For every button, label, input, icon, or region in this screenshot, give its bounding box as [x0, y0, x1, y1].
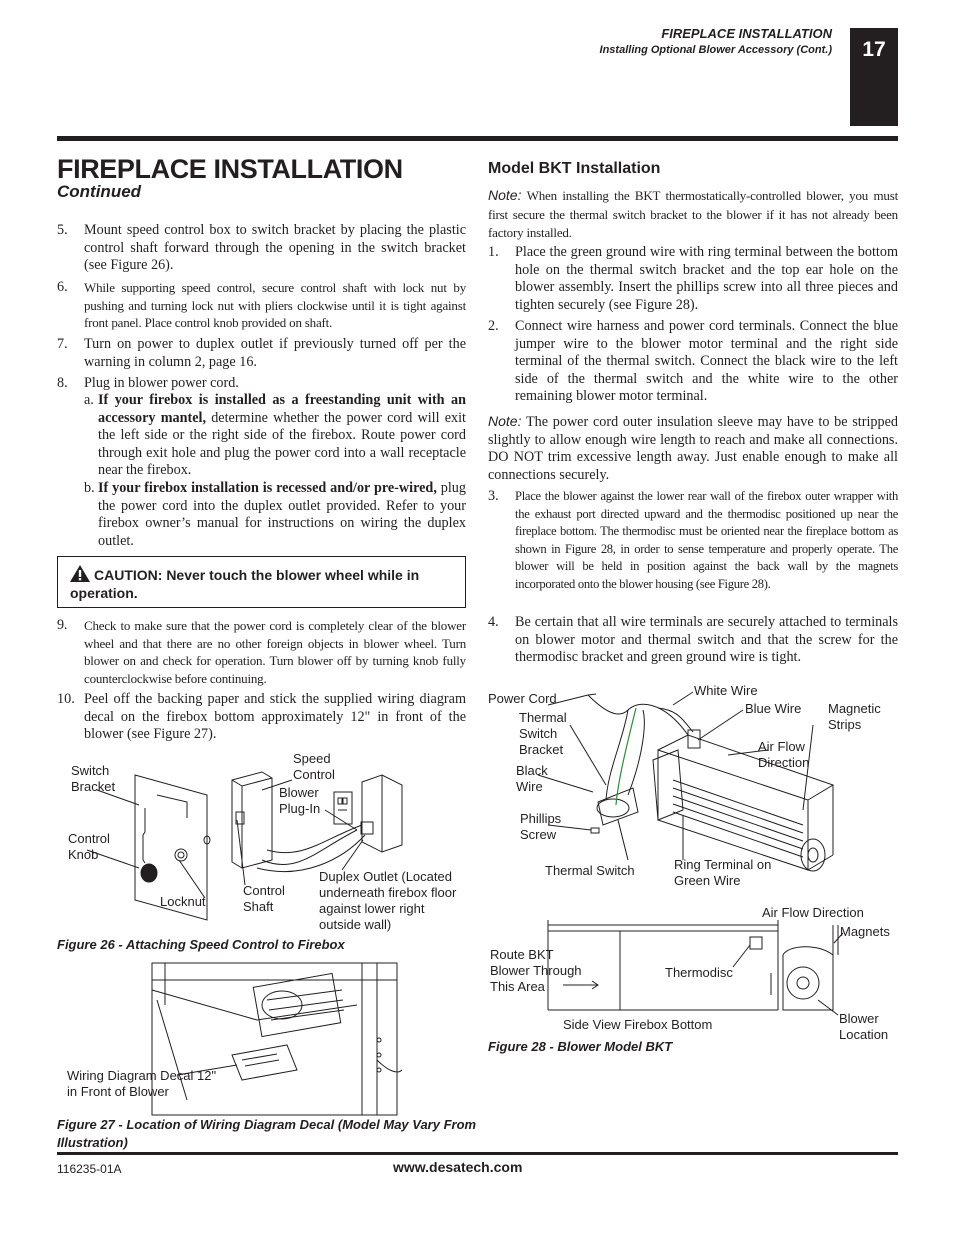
- fig26-label-control-knob: [68, 831, 118, 863]
- label-text: Air Flow Direction: [758, 739, 810, 770]
- fig26-label-switch-bracket: [71, 763, 131, 795]
- step-number: 2.: [488, 318, 499, 334]
- fig27-label-decal: [67, 1068, 217, 1100]
- label-text: Duplex Outlet (Located underneath firebox floor against lower right outside wall): [319, 869, 457, 932]
- step-text: Connect wire harness and power cord terminals. Connect the blue jumper wire to the blower motor terminal and the right side terminal of the thermal switch. Connect the black wire to the left side of the thermal switch and the white wire to the other remaining blower motor terminal.: [515, 318, 898, 404]
- step-text: Place the green ground wire with ring terminal between the bottom hole on the thermal switch bracket and the top ear hole on the blower assembly. Insert the phillips screw into all three pieces and tighten securely (see Figure 28).: [515, 244, 898, 313]
- fig26-label-locknut: Locknut: [160, 894, 206, 909]
- fig28-label-power-cord: Power Cord: [488, 691, 557, 706]
- label-text: Wiring Diagram Decal 12" in Front of Blower: [67, 1068, 217, 1099]
- figure-27-caption: Figure 27 - Location of Wiring Diagram Decal (Model May Vary From Illustration): [57, 1117, 477, 1150]
- label-text: Route BKT Blower Through This Area: [490, 947, 582, 994]
- note-text: When installing the BKT thermostatically-controlled blower, you must first secure the thermal switch bracket to the blower if it has not already been factory installed.: [488, 188, 898, 240]
- fig28-label-phillips-screw: [520, 811, 570, 843]
- fig26-label-duplex-outlet: [319, 869, 469, 933]
- step-number: 9.: [57, 617, 68, 633]
- step-5: [57, 222, 466, 275]
- section-title: FIREPLACE INSTALLATION: [57, 154, 403, 184]
- running-header-subtitle: Installing Optional Blower Accessory (Cont.): [599, 44, 832, 56]
- fig28-label-route-bkt: [490, 947, 595, 995]
- step-number: 10.: [57, 691, 75, 707]
- bottom-rule: [57, 1152, 898, 1155]
- label-text: Magnetic Strips: [828, 701, 881, 732]
- label-text: Blower Plug-In: [279, 785, 321, 816]
- sub-letter: a.: [84, 392, 94, 408]
- step-number: 5.: [57, 222, 68, 238]
- sub-text: plug the power cord into the duplex outlet provided. Refer to your firebox owner’s manual for instructions on wiring the duplex outlet.: [98, 480, 466, 549]
- website-url: www.desatech.com: [393, 1159, 523, 1175]
- fig28-label-air-flow-direction: Air Flow Direction: [762, 905, 864, 920]
- step-number: 3.: [488, 488, 499, 504]
- fig28-label-thermal-switch-bracket: [519, 710, 574, 758]
- step-9: [57, 617, 466, 687]
- fig26-label-blower-plug-in: [279, 785, 329, 817]
- note-2: [488, 413, 898, 484]
- step-number: 4.: [488, 614, 499, 630]
- label-text: Ring Terminal on Green Wire: [674, 857, 772, 888]
- step-text: Place the blower against the lower rear wall of the firebox outer wrapper with the exhaust port directed upward and the thermodisc positioned up near the fireplace bottom. The thermodisc must be oriented near the fireplace bottom as shown in Figure 28, in order to sense temperature and properly operate. The blower will be held in position against the back wall by the magnets incorporated onto the blower housing (see Figure 28).: [515, 489, 898, 591]
- note-label: Note:: [488, 187, 522, 203]
- fig28-label-ring-terminal: [674, 857, 774, 889]
- figure-26-caption: Figure 26 - Attaching Speed Control to Firebox: [57, 937, 345, 952]
- step-8a: [84, 392, 466, 480]
- label-text: Control Knob: [68, 831, 110, 862]
- label-text: Black Wire: [516, 763, 548, 794]
- page-number: 17: [862, 38, 886, 61]
- note-label: Note:: [488, 413, 522, 429]
- label-text: Blower Location: [839, 1011, 889, 1042]
- step-10: [57, 691, 466, 744]
- document-code: 116235-01A: [57, 1162, 122, 1176]
- step-number: 6.: [57, 279, 68, 295]
- fig28-label-blower-location: [839, 1011, 899, 1043]
- step-number: 1.: [488, 244, 499, 260]
- label-text: Control Shaft: [243, 883, 285, 914]
- caution-box: [57, 556, 466, 608]
- sub-bold: If your firebox is installed as a freestanding unit with an accessory mantel,: [98, 392, 466, 426]
- step-text: Turn on power to duplex outlet if previously turned off per the warning in column 2, page 16.: [84, 336, 466, 370]
- step-7: [57, 336, 466, 371]
- step-text: While supporting speed control, secure control shaft with lock nut by pushing and turning lock nut with pliers clockwise until it is tight against front panel. Place control knob provided on shaft.: [84, 280, 466, 330]
- fig28-label-thermal-switch: Thermal Switch: [545, 863, 635, 878]
- fig28-label-blue-wire: Blue Wire: [745, 701, 802, 716]
- bkt-step-1: [488, 244, 898, 314]
- section-continued: Continued: [57, 182, 142, 201]
- fig28-label-magnets: Magnets: [840, 924, 890, 939]
- label-text: Switch Bracket: [71, 763, 116, 794]
- label-text: Speed Control: [293, 751, 335, 782]
- bkt-step-3: [488, 488, 898, 593]
- fig28-label-air-flow-direction-top: [758, 739, 818, 771]
- sub-text: determine whether the power cord will exit the left side or the right side of the firebox. Route power cord through exit hole and plug the power cord into a wall receptacle near the firebox.: [98, 409, 467, 478]
- step-text: Plug in blower power cord.: [84, 375, 239, 391]
- note-1: [488, 187, 898, 243]
- sub-letter: b.: [84, 480, 95, 496]
- note-text: The power cord outer insulation sleeve may have to be stripped slightly to allow enough wire length to reach and make all connections. DO NOT trim excessive length away. Just enable enough to make all connections securely.: [488, 414, 898, 483]
- warning-triangle-icon: [70, 565, 90, 582]
- step-8b: [84, 480, 466, 550]
- fig28-label-black-wire: [516, 763, 556, 795]
- fig28-label-magnetic-strips: [828, 701, 890, 733]
- step-6: [57, 279, 466, 332]
- step-text: Mount speed control box to switch bracket by placing the plastic control shaft forward through the opening in the switch bracket (see Figure 26).: [84, 222, 466, 273]
- step-text: Be certain that all wire terminals are securely attached to terminals on blower motor and thermal switch and that the screw for the thermodisc bracket and green ground wire is tight.: [515, 614, 898, 665]
- step-8: [57, 375, 466, 393]
- fig28-label-side-view: Side View Firebox Bottom: [563, 1017, 713, 1032]
- label-text: Thermal Switch Bracket: [519, 710, 567, 757]
- fig26-label-control-shaft: [243, 883, 293, 915]
- fig28-label-thermodisc: Thermodisc: [665, 965, 733, 980]
- fig28-label-white-wire: White Wire: [694, 683, 758, 698]
- step-number: 7.: [57, 336, 68, 352]
- step-number: 8.: [57, 375, 68, 391]
- label-text: Phillips Screw: [520, 811, 562, 842]
- running-header-title: FIREPLACE INSTALLATION: [661, 26, 832, 41]
- sub-bold: If your firebox installation is recessed and/or pre-wired,: [98, 480, 437, 496]
- top-rule: [57, 136, 898, 141]
- step-text: Check to make sure that the power cord is completely clear of the blower wheel and that there are no other foreign objects in blower wheel. Turn blower on and check for operation. Turn blower off by turning knob fully counterclockwise before continuing.: [84, 618, 466, 686]
- bkt-step-4: [488, 614, 898, 667]
- model-bkt-heading: Model BKT Installation: [488, 160, 661, 177]
- page-number-tab: [850, 28, 898, 126]
- caution-text: CAUTION: Never touch the blower wheel while in operation.: [70, 567, 420, 601]
- figure-28-caption: Figure 28 - Blower Model BKT: [488, 1039, 673, 1054]
- fig26-label-speed-control: [293, 751, 348, 783]
- bkt-step-2: [488, 318, 898, 406]
- step-text: Peel off the backing paper and stick the supplied wiring diagram decal on the firebox bottom approximately 12" in front of the blower (see Figure 27).: [84, 691, 466, 742]
